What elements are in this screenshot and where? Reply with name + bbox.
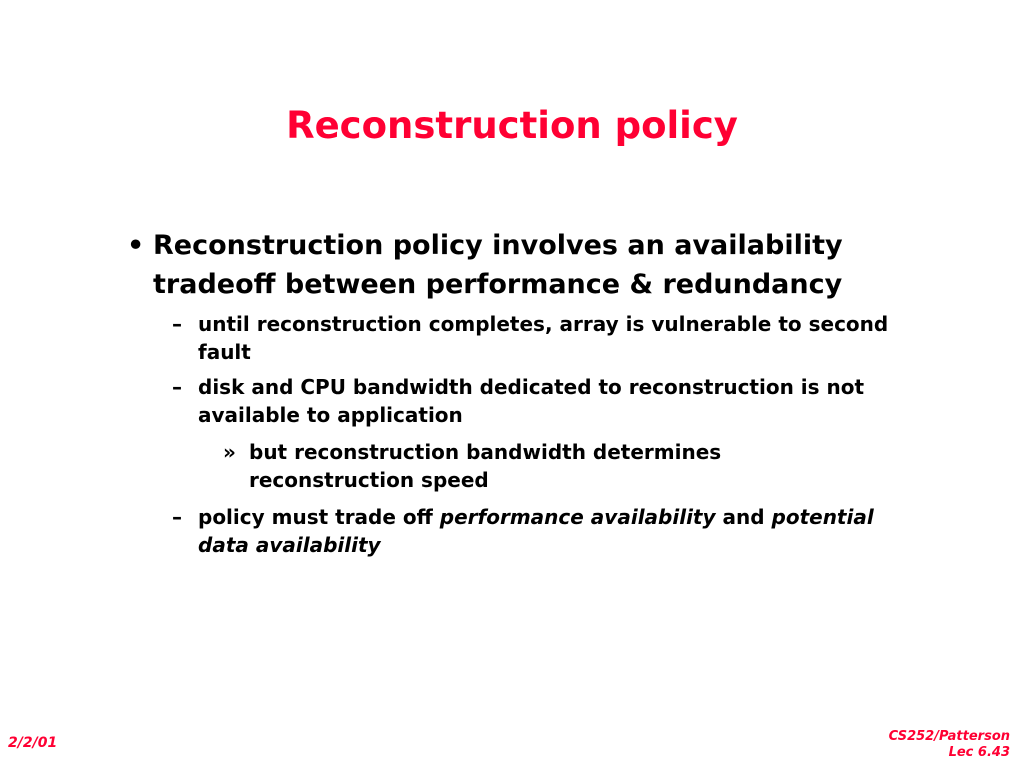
text-part: and <box>715 505 772 529</box>
sub-bullet-text <box>198 503 892 559</box>
main-bullet-text: Reconstruction policy involves an availability tradeoff between performance & redundancy <box>153 230 843 300</box>
text-part: policy must trade off <box>198 505 440 529</box>
sub-sub-bullet <box>223 438 883 494</box>
sub-sub-bullet-text: but reconstruction bandwidth determines reconstruction speed <box>249 440 722 492</box>
footer-course-info <box>889 729 1010 761</box>
sub-bullet <box>172 310 892 366</box>
slide-title: Reconstruction policy <box>286 104 738 147</box>
sub-bullet-text: until reconstruction completes, array is vulnerable to second fault <box>198 312 889 364</box>
bullet-marker: • <box>127 230 145 261</box>
footer-course: CS252/Patterson <box>888 729 1010 744</box>
chevron-marker: » <box>223 440 236 464</box>
footer-date: 2/2/01 <box>8 735 58 751</box>
dash-marker: – <box>172 375 182 399</box>
sub-bullet <box>172 373 892 429</box>
sub-bullet-text: disk and CPU bandwidth dedicated to reconstruction is not available to application <box>198 375 865 427</box>
dash-marker: – <box>172 505 182 529</box>
emphasis-text: performance availability <box>439 505 716 529</box>
dash-marker: – <box>172 312 182 336</box>
footer-lecture: Lec 6.43 <box>948 745 1010 760</box>
emphasis-text: potential data availability <box>198 505 874 557</box>
sub-bullet <box>172 503 892 559</box>
main-bullet <box>127 226 927 304</box>
